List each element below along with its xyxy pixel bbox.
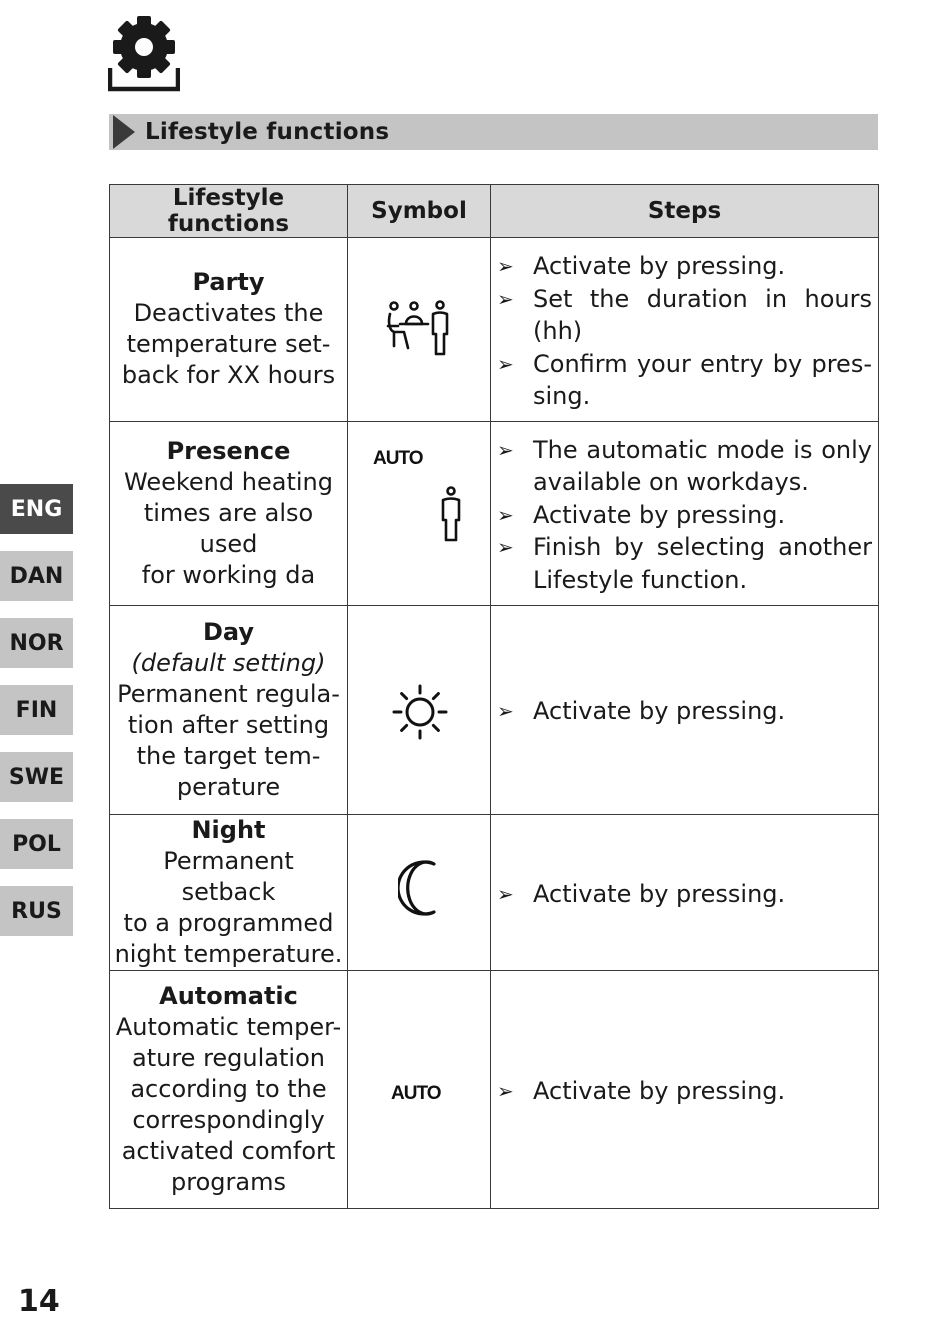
settings-gear-icon — [108, 16, 180, 92]
function-name: Party — [192, 268, 265, 297]
moon-icon — [398, 860, 442, 916]
table-row-night — [110, 814, 879, 970]
section-arrow-icon — [113, 115, 135, 149]
function-desc-line: the target tem- — [136, 741, 321, 770]
table-row-day — [110, 605, 879, 814]
table-row-party — [110, 238, 879, 422]
function-desc-line: temperature set- — [126, 330, 331, 359]
function-desc-line: programs — [171, 1167, 286, 1196]
language-tab-fin[interactable]: FIN — [0, 685, 73, 735]
function-desc-line: Permanent setback — [163, 846, 294, 906]
language-tab-nor[interactable]: NOR — [0, 618, 73, 668]
function-desc-line: Permanent regula- — [117, 679, 340, 708]
function-name: Presence — [166, 436, 291, 465]
language-tab-rus[interactable]: RUS — [0, 886, 73, 936]
step-item: ➢ Set the duration in hours (hh) — [497, 283, 872, 348]
step-item: ➢ Confirm your entry by pres-sing. — [497, 348, 872, 413]
language-tab-dan[interactable]: DAN — [0, 551, 73, 601]
steps-cell — [491, 238, 879, 422]
step-item: ➢ Activate by pressing. — [497, 250, 872, 283]
function-desc-line: tion after setting — [127, 710, 330, 739]
presence-person-icon — [439, 486, 463, 544]
function-cell — [110, 238, 348, 422]
page-number: 14 — [18, 1284, 60, 1319]
symbol-cell — [348, 814, 491, 970]
step-item: ➢ Activate by pressing. — [497, 499, 872, 532]
step-item: ➢ Activate by pressing. — [497, 695, 872, 728]
symbol-cell — [348, 970, 491, 1208]
steps-cell — [491, 814, 879, 970]
table-row-automatic — [110, 970, 879, 1208]
function-desc-line: Deactivates the — [133, 299, 324, 328]
language-tab-swe[interactable]: SWE — [0, 752, 73, 802]
column-header-steps: Steps — [491, 185, 879, 238]
symbol-cell — [348, 605, 491, 814]
table-header-row — [110, 185, 879, 238]
function-desc-line: correspondingly — [132, 1105, 325, 1134]
section-header — [109, 114, 878, 150]
function-cell — [110, 421, 348, 605]
function-desc-line: perature — [176, 772, 281, 801]
language-tabs — [0, 484, 73, 953]
function-desc-line: night temperature. — [114, 939, 343, 968]
function-name: Night — [191, 815, 266, 844]
column-header-symbol: Symbol — [348, 185, 491, 238]
auto-text-icon: AUTO — [391, 1082, 441, 1104]
step-item: ➢ Finish by selecting another Lifestyle function. — [497, 531, 872, 596]
function-desc-line: ature regulation — [132, 1043, 325, 1072]
steps-cell — [491, 970, 879, 1208]
function-desc-line: according to the — [130, 1074, 327, 1103]
lifestyle-functions-table — [109, 184, 879, 1209]
function-desc-line: Weekend heating — [124, 467, 333, 496]
function-name: Day — [202, 617, 255, 646]
steps-cell — [491, 421, 879, 605]
steps-list — [497, 250, 872, 413]
sun-icon — [392, 684, 448, 740]
function-desc-line: Automatic temper- — [115, 1012, 342, 1041]
table-row-presence — [110, 421, 879, 605]
step-item: ➢ Activate by pressing. — [497, 1075, 872, 1108]
function-desc-line: back for XX hours — [121, 361, 336, 390]
symbol-cell — [348, 238, 491, 422]
party-people-icon — [386, 300, 456, 358]
function-cell — [110, 814, 348, 970]
steps-list — [497, 1075, 872, 1108]
function-cell — [110, 970, 348, 1208]
function-desc-line: times are also used — [143, 498, 314, 558]
function-desc-line: activated comfort — [121, 1136, 336, 1165]
function-desc-line: to a programmed — [123, 908, 334, 937]
steps-list — [497, 878, 872, 911]
function-name: Automatic — [159, 981, 298, 1010]
step-item: ➢ Activate by pressing. — [497, 878, 872, 911]
function-note: (default setting) — [131, 648, 326, 677]
column-header-function: Lifestyle functions — [110, 185, 348, 238]
auto-label: AUTO — [373, 447, 423, 469]
steps-list — [497, 434, 872, 597]
step-item: ➢ The automatic mode is only available on workdays. — [497, 434, 872, 499]
section-title: Lifestyle functions — [145, 119, 390, 145]
steps-list — [497, 695, 872, 728]
steps-cell — [491, 605, 879, 814]
language-tab-eng[interactable]: ENG — [0, 484, 73, 534]
language-tab-pol[interactable]: POL — [0, 819, 73, 869]
symbol-cell — [348, 421, 491, 605]
function-desc-line: for working da — [141, 560, 316, 589]
function-cell — [110, 605, 348, 814]
